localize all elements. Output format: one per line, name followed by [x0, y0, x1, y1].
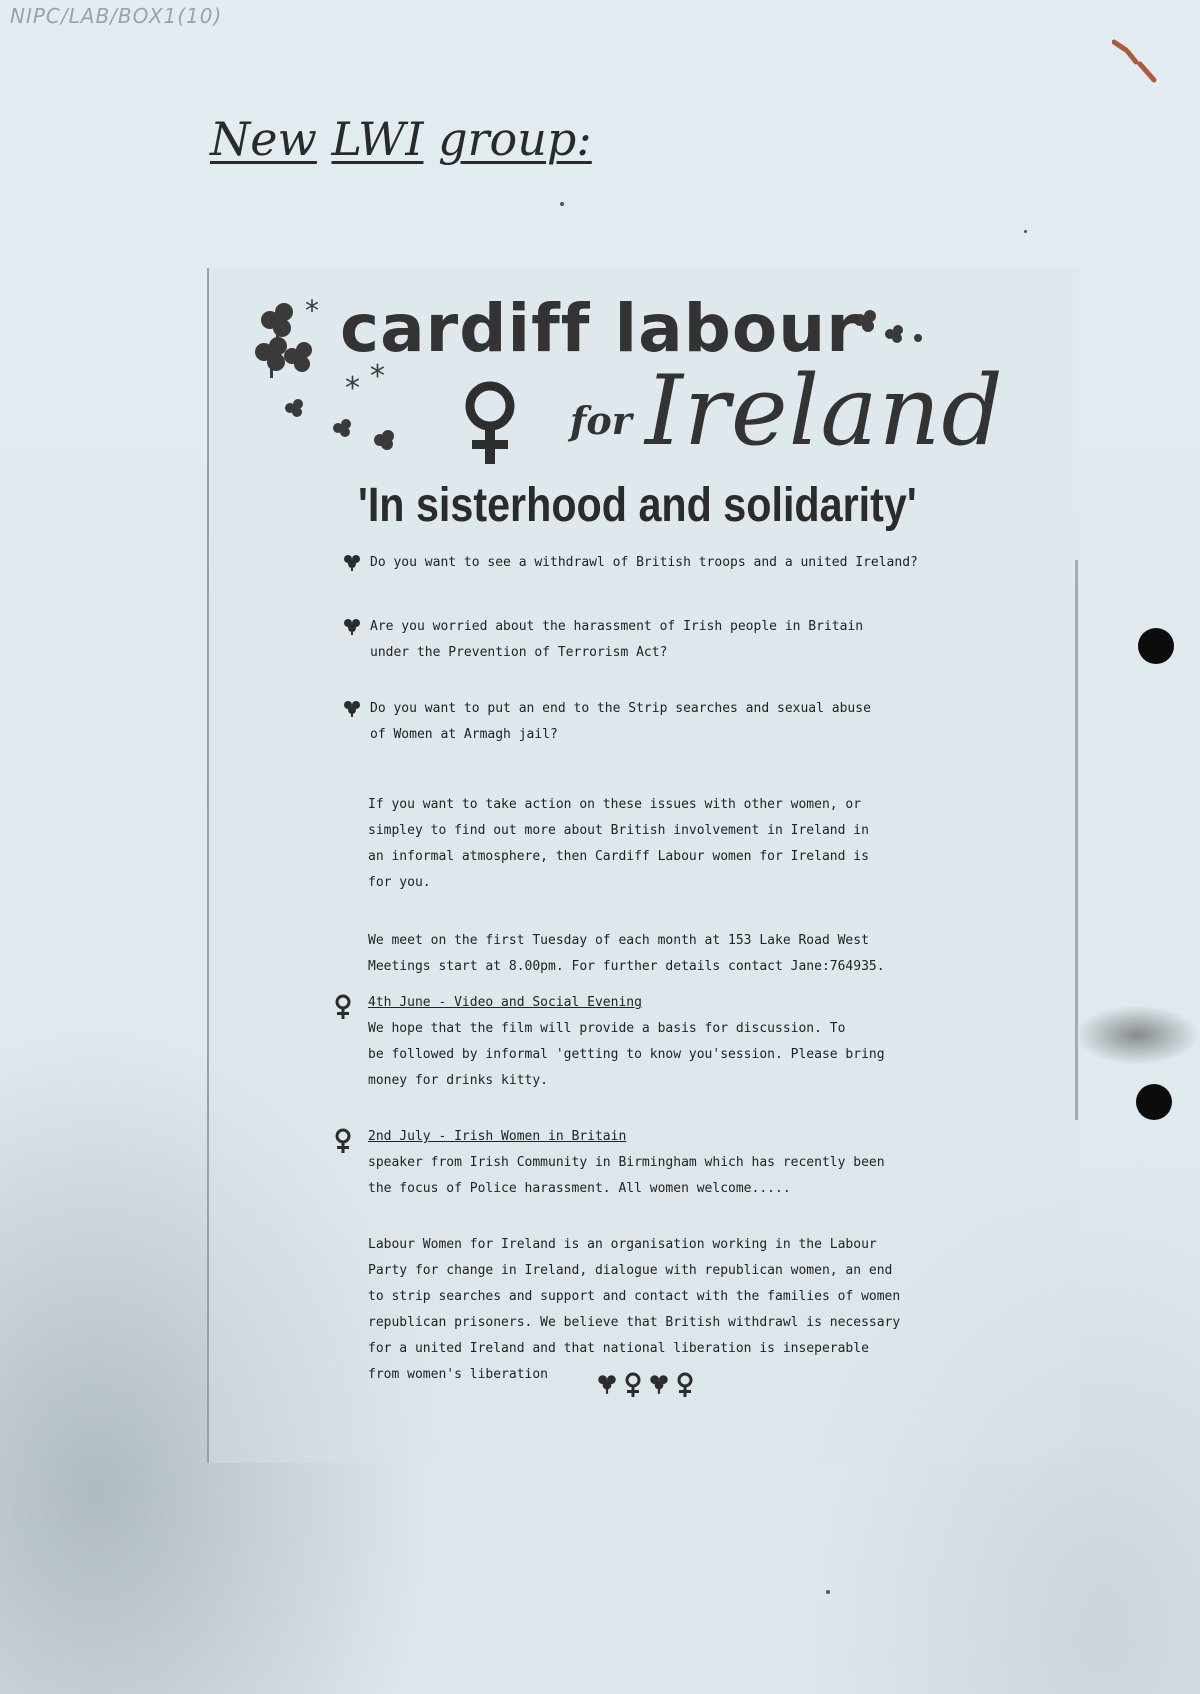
text-line: be followed by informal 'getting to know you'session. Please bring — [368, 1047, 885, 1062]
question-line: under the Prevention of Terrorism Act? — [370, 645, 668, 660]
logo-for: for — [570, 398, 632, 443]
archive-reference: NIPC/LAB/BOX1(10) — [10, 4, 223, 28]
shamrock-bullet-icon — [342, 698, 362, 718]
shamrock-bullet-icon — [342, 552, 362, 572]
venus-icon — [676, 1372, 694, 1398]
svg-text:*: * — [345, 371, 360, 406]
corner-ink-mark — [1112, 38, 1172, 88]
shamrock-bullet-icon — [342, 616, 362, 636]
punch-hole-bottom — [1136, 1084, 1172, 1120]
text-line: from women's liberation — [368, 1367, 549, 1382]
question-3 — [370, 696, 871, 748]
handwritten-heading — [210, 112, 592, 166]
svg-text:*: * — [370, 359, 385, 394]
speck — [560, 202, 564, 206]
meeting-info — [368, 928, 885, 980]
event-title: 2nd July - Irish Women in Britain — [368, 1129, 627, 1144]
venus-symbol-icon — [460, 380, 520, 470]
flyer-edge — [1075, 560, 1078, 1120]
speck — [826, 1590, 830, 1594]
question-line: of Women at Armagh jail? — [370, 727, 558, 742]
text-line: an informal atmosphere, then Cardiff Labour women for Ireland is — [368, 849, 869, 864]
question-line: Do you want to see a withdrawl of British troops and a united Ireland? — [370, 555, 918, 570]
ink-smudge — [1075, 1005, 1200, 1065]
svg-text:*: * — [305, 294, 319, 327]
venus-bullet-icon — [334, 994, 352, 1020]
question-line: Are you worried about the harassment of Irish people in Britain — [370, 619, 864, 634]
handwritten-word-lwi: LWI — [331, 112, 424, 166]
shamrock-small-icon — [850, 308, 930, 358]
question-2 — [370, 614, 863, 666]
text-line: to strip searches and support and contact with the families of women — [368, 1289, 901, 1304]
invitation-paragraph — [368, 792, 869, 896]
logo-title: cardiff labour — [340, 290, 860, 367]
event-1 — [368, 990, 885, 1094]
text-line: money for drinks kitty. — [368, 1073, 549, 1088]
shamrock-icon — [596, 1372, 618, 1396]
tagline: 'In sisterhood and solidarity' — [358, 479, 917, 532]
text-line: speaker from Irish Community in Birmingham which has recently been — [368, 1155, 885, 1170]
venus-bullet-icon — [334, 1128, 352, 1154]
question-line: Do you want to put an end to the Strip searches and sexual abuse — [370, 701, 871, 716]
about-paragraph — [368, 1232, 900, 1388]
text-line: for you. — [368, 875, 431, 890]
text-line: We hope that the film will provide a basis for discussion. To — [368, 1021, 846, 1036]
text-line: simpley to find out more about British involvement in Ireland in — [368, 823, 869, 838]
text-line: Meetings start at 8.00pm. For further details contact Jane:764935. — [368, 959, 885, 974]
footer-symbols — [596, 1372, 694, 1398]
speck — [1024, 230, 1027, 233]
text-line: We meet on the first Tuesday of each month at 153 Lake Road West — [368, 933, 869, 948]
text-line: Party for change in Ireland, dialogue with republican women, an end — [368, 1263, 893, 1278]
text-line: republican prisoners. We believe that British withdrawl is necessary — [368, 1315, 901, 1330]
shamrock-icon — [648, 1372, 670, 1396]
text-line: for a united Ireland and that national liberation is inseperable — [368, 1341, 869, 1356]
text-line: the focus of Police harassment. All women welcome..... — [368, 1181, 791, 1196]
event-2 — [368, 1124, 885, 1202]
punch-hole-top — [1138, 628, 1174, 664]
text-line: If you want to take action on these issues with other women, or — [368, 797, 862, 812]
venus-icon — [624, 1372, 642, 1398]
event-title: 4th June - Video and Social Evening — [368, 995, 642, 1010]
handwritten-word-group: group: — [438, 112, 592, 166]
handwritten-word-new: New — [210, 112, 317, 166]
question-1 — [370, 550, 918, 576]
text-line: Labour Women for Ireland is an organisation working in the Labour — [368, 1237, 877, 1252]
logo-ireland: Ireland — [645, 355, 1004, 467]
